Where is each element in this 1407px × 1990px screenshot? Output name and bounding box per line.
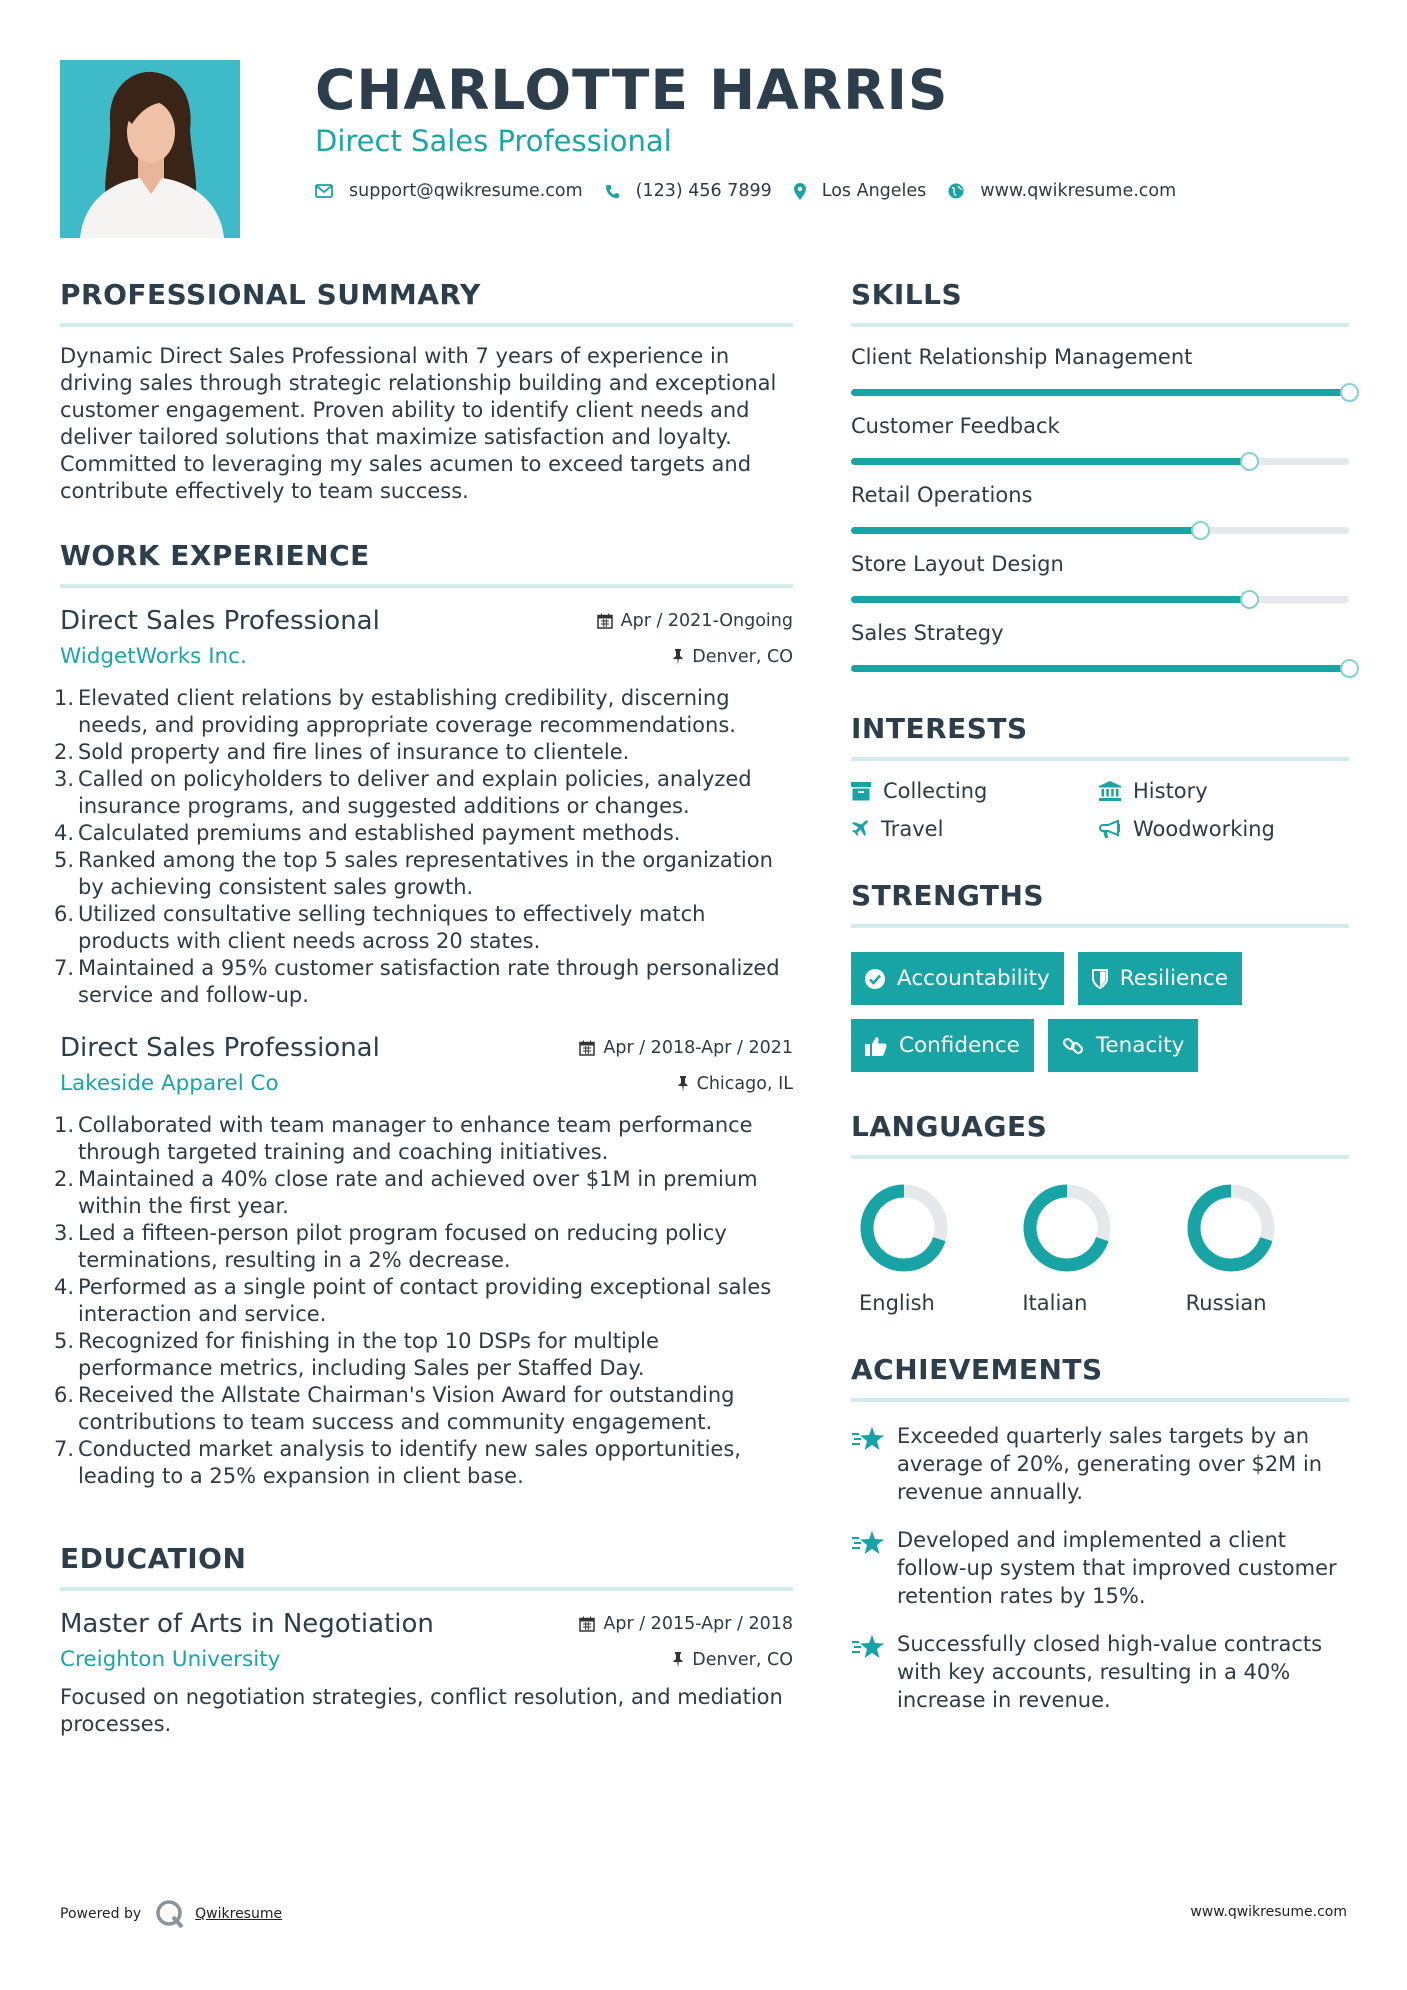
skill-fill (851, 596, 1249, 603)
megaphone-icon (1099, 820, 1121, 839)
envelope-icon (315, 184, 333, 198)
job-bullets (54, 685, 793, 1009)
strengths-heading: STRENGTHS (851, 879, 1349, 928)
footer-powered-by (60, 1899, 282, 1929)
powered-by-text: Powered by (60, 1906, 142, 1922)
company-name: WidgetWorks Inc. (60, 644, 247, 669)
achievement-item (851, 1422, 1349, 1506)
interests-list (851, 779, 1349, 841)
job-dates (597, 611, 793, 631)
interests-heading: INTERESTS (851, 712, 1349, 761)
phone-icon (605, 184, 620, 199)
shooting-star-icon (851, 1634, 885, 1660)
skill-label: Store Layout Design (851, 552, 1064, 576)
museum-icon (1099, 781, 1121, 801)
job-location (677, 1074, 793, 1094)
language-level-ring (1022, 1183, 1112, 1273)
skill-fill (851, 527, 1200, 534)
list-item: 3. Led a fifteen-person pilot program focused on reducing policy terminations, resulting in a 2% decrease. (54, 1221, 727, 1272)
calendar-icon (597, 613, 613, 629)
list-item: 4. Calculated premiums and established payment methods. (54, 821, 681, 845)
candidate-name: CHARLOTTE HARRIS (315, 58, 949, 122)
list-item: 6. Utilized consultative selling techniques to effectively match products with client needs across 20 states. (54, 902, 706, 953)
skill-label: Retail Operations (851, 483, 1033, 507)
contact-bar (315, 181, 1198, 201)
list-item: 5. Ranked among the top 5 sales representatives in the organization by achieving consistent sales growth. (54, 848, 773, 899)
skill-bar (851, 527, 1349, 534)
calendar-icon (579, 1616, 595, 1632)
candidate-role: Direct Sales Professional (315, 124, 672, 158)
skill-bar (851, 596, 1349, 603)
shooting-star-icon (851, 1530, 885, 1556)
degree-title: Master of Arts in Negotiation (60, 1609, 434, 1639)
list-item: 5. Recognized for finishing in the top 10 DSPs for multiple performance metrics, including Sales per Staffed Day. (54, 1329, 659, 1380)
achievements-heading: ACHIEVEMENTS (851, 1353, 1349, 1402)
skills-list (851, 345, 1349, 672)
summary-heading: PROFESSIONAL SUMMARY (60, 278, 793, 327)
job-entry (54, 606, 793, 1009)
plane-icon (851, 820, 869, 838)
experience-heading: WORK EXPERIENCE (60, 539, 793, 588)
language-label: Italian (1022, 1291, 1088, 1315)
skill-item (851, 345, 1349, 396)
qwikresume-logo-icon (155, 1899, 185, 1929)
company-name: Lakeside Apparel Co (60, 1071, 279, 1096)
skill-bar (851, 458, 1349, 465)
skill-item (851, 414, 1349, 465)
contact-website[interactable] (948, 181, 1176, 201)
pushpin-icon (672, 1652, 684, 1668)
interest-item (851, 817, 1099, 841)
skill-item (851, 483, 1349, 534)
education-dates-text: Apr / 2015-Apr / 2018 (603, 1614, 793, 1634)
job-dates-text: Apr / 2021-Ongoing (620, 611, 793, 631)
check-circle-icon (865, 969, 885, 989)
strength-badge (1048, 1019, 1198, 1072)
language-item (859, 1183, 1022, 1315)
pushpin-icon (677, 1076, 689, 1092)
language-label: Russian (1185, 1291, 1267, 1315)
contact-email[interactable] (315, 181, 583, 201)
skill-fill (851, 389, 1349, 396)
profile-photo (60, 60, 240, 238)
skill-label: Sales Strategy (851, 621, 1004, 645)
interest-label: Collecting (883, 779, 988, 803)
list-item: 7. Maintained a 95% customer satisfaction rate through personalized service and follow-up. (54, 956, 780, 1007)
shield-icon (1092, 969, 1108, 989)
interest-label: History (1133, 779, 1208, 803)
achievement-item (851, 1526, 1349, 1610)
skill-item (851, 621, 1349, 672)
skill-item (851, 552, 1349, 603)
skill-bar (851, 665, 1349, 672)
school-name: Creighton University (60, 1647, 281, 1672)
link-icon (1062, 1035, 1084, 1057)
strength-label: Tenacity (1095, 1033, 1185, 1058)
skills-heading: SKILLS (851, 278, 1349, 327)
list-item: 2. Sold property and fire lines of insurance to clientele. (54, 740, 630, 764)
shooting-star-icon (851, 1426, 885, 1452)
archive-icon (851, 782, 871, 801)
thumbs-up-icon (865, 1036, 887, 1056)
language-item (1186, 1183, 1349, 1315)
list-item: 7. Conducted market analysis to identify new sales opportunities, leading to a 25% expansion in client base. (54, 1437, 741, 1488)
education-location (672, 1650, 793, 1670)
globe-icon (948, 183, 964, 199)
job-title: Direct Sales Professional (60, 606, 380, 636)
education-heading: EDUCATION (60, 1542, 793, 1591)
list-item: 1. Collaborated with team manager to enhance team performance through targeted training and coaching initiatives. (54, 1113, 753, 1164)
job-entry (54, 1033, 793, 1490)
skill-knob (1340, 659, 1359, 678)
profile-portrait-illustration (60, 60, 240, 238)
right-column (851, 278, 1349, 1714)
list-item: 2. Maintained a 40% close rate and achieved over $1M in premium within the first year. (54, 1167, 758, 1218)
strength-label: Accountability (897, 966, 1050, 991)
interest-label: Travel (881, 817, 944, 841)
calendar-icon (579, 1040, 595, 1056)
qwikresume-link[interactable]: Qwikresume (195, 1906, 283, 1922)
skill-label: Client Relationship Management (851, 345, 1193, 369)
contact-email-text: support@qwikresume.com (349, 181, 583, 201)
strength-label: Confidence (899, 1033, 1020, 1058)
list-item: 6. Received the Allstate Chairman's Vision Award for outstanding contributions to team success and community engagement. (54, 1383, 735, 1434)
language-item (1022, 1183, 1185, 1315)
languages-list (851, 1183, 1349, 1315)
strength-label: Resilience (1119, 966, 1228, 991)
language-level-ring (859, 1183, 949, 1273)
skill-bar (851, 389, 1349, 396)
list-item: 4. Performed as a single point of contact providing exceptional sales interaction and service. (54, 1275, 772, 1326)
strength-badge (851, 1019, 1034, 1072)
language-label: English (859, 1291, 935, 1315)
strengths-list (851, 952, 1349, 1072)
list-item: 1. Elevated client relations by establishing credibility, discerning needs, and providing appropriate coverage recommendations. (54, 686, 736, 737)
achievement-text: Exceeded quarterly sales targets by an average of 20%, generating over $2M in revenue annually. (897, 1424, 1323, 1504)
interest-label: Woodworking (1133, 817, 1275, 841)
job-location-text: Chicago, IL (696, 1073, 793, 1094)
skill-knob (1240, 590, 1259, 609)
footer-website[interactable]: www.qwikresume.com (1190, 1904, 1347, 1920)
interest-item (1099, 779, 1349, 803)
languages-heading: LANGUAGES (851, 1110, 1349, 1159)
job-bullets (54, 1112, 793, 1490)
contact-website-text: www.qwikresume.com (980, 181, 1177, 201)
list-item: 3. Called on policyholders to deliver and explain policies, analyzed insurance programs, and suggested additions or changes. (54, 767, 752, 818)
skill-fill (851, 458, 1249, 465)
job-dates-text: Apr / 2018-Apr / 2021 (603, 1038, 793, 1058)
education-entry (60, 1609, 793, 1738)
interest-item (851, 779, 1099, 803)
skill-knob (1240, 452, 1259, 471)
education-description: Focused on negotiation strategies, conflict resolution, and mediation processes. (60, 1685, 783, 1736)
map-pin-icon (794, 183, 806, 200)
contact-location-text: Los Angeles (821, 181, 927, 201)
strength-badge (1078, 952, 1242, 1005)
job-title: Direct Sales Professional (60, 1033, 380, 1063)
job-dates (579, 1038, 793, 1058)
education-dates (579, 1614, 793, 1634)
strength-badge (851, 952, 1064, 1005)
skill-fill (851, 665, 1349, 672)
achievement-item (851, 1630, 1349, 1714)
contact-phone-text: (123) 456 7899 (635, 181, 772, 201)
achievement-text: Successfully closed high-value contracts with key accounts, resulting in a 40% increase in revenue. (897, 1632, 1323, 1712)
contact-location (794, 181, 927, 201)
job-location (672, 647, 793, 667)
achievements-list (851, 1422, 1349, 1714)
education-location-text: Denver, CO (692, 1649, 793, 1670)
contact-phone[interactable] (605, 181, 772, 201)
skill-knob (1191, 521, 1210, 540)
job-location-text: Denver, CO (692, 646, 793, 667)
skill-knob (1340, 383, 1359, 402)
summary-text: Dynamic Direct Sales Professional with 7 years of experience in driving sales through strategic relationship building and exceptional customer engagement. Proven ability to identify client needs and deliver tailored solutions that maximize satisfaction and loyalty. Committed to leveraging my sales acumen to exceed targets and contribute effectively to team success. (60, 344, 777, 503)
left-column (54, 278, 793, 1738)
interest-item (1099, 817, 1349, 841)
achievement-text: Developed and implemented a client follow-up system that improved customer retention rates by 15%. (897, 1528, 1337, 1608)
pushpin-icon (672, 649, 684, 665)
language-level-ring (1186, 1183, 1276, 1273)
skill-label: Customer Feedback (851, 414, 1060, 438)
